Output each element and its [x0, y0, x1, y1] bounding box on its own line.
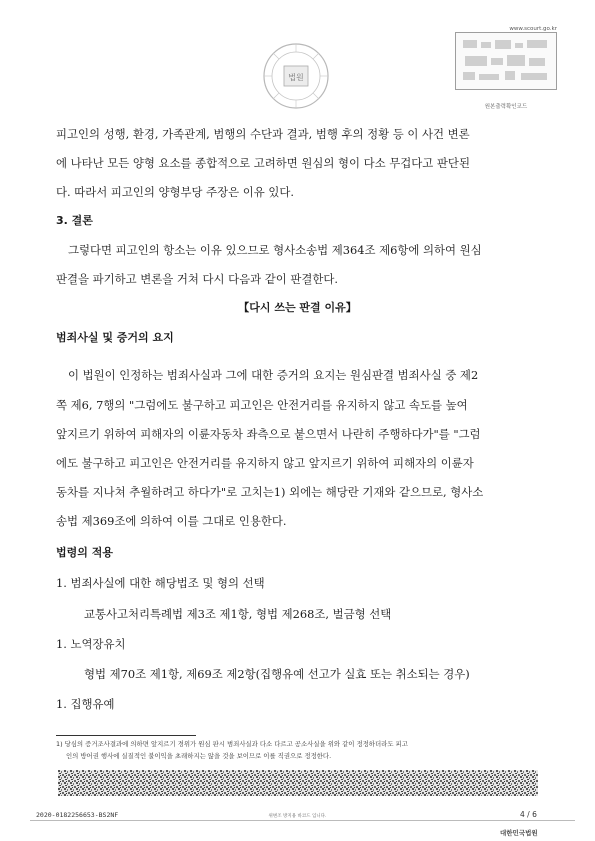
body-line-1: 피고인의 성행, 환경, 가족관계, 범행의 수단과 결과, 범행 후의 정황 등 이 사건 변론	[56, 127, 470, 141]
footnote-line-1: 1) 당심의 증거조사결과에 의하면 앞지르기 경위가 원심 판시 범죄사실과 다소 다르고 공소사실을 위와 같이 정정하더라도 피고	[56, 740, 408, 748]
conclusion-line-2: 판결을 파기하고 변론을 거쳐 다시 다음과 같이 판결한다.	[56, 272, 339, 286]
anti-forgery-barcode	[58, 770, 538, 796]
facts-line-3: 앞지르기 위하여 피해자의 이륜자동차 좌측으로 붙으면서 나란히 주행하다가"를 "그럼	[56, 427, 481, 441]
footnote-divider	[56, 735, 196, 736]
barcode-note: 위변조 방지용 바코드 입니다.	[268, 814, 327, 819]
facts-line-4: 에도 불구하고 피고인은 안전거리를 유지하지 않고 앞지르기 위하여 피해자의 이륜자	[56, 456, 474, 470]
footnote-line-2: 인의 방어권 행사에 실질적인 불이익을 초래하지는 않을 것을 보이므로 이를 직권으로 정정한다.	[66, 752, 332, 760]
section-3-title: 3. 결론	[56, 214, 93, 227]
rewrite-title: 【다시 쓰는 판결 이유】	[238, 301, 357, 314]
facts-title: 범죄사실 및 증거의 요지	[56, 331, 174, 344]
page-number: 4 / 6	[520, 810, 537, 819]
document-code: 2020-0182256653-BS2NF	[36, 811, 119, 819]
facts-line-2: 쪽 제6, 7행의 "그럼에도 불구하고 피고인은 안전거리를 유지하지 않고 속도를 높여	[56, 398, 468, 412]
conclusion-line-1: 그렇다면 피고인의 항소는 이유 있으므로 형사소송법 제364조 제6항에 의하여 원심	[68, 243, 482, 257]
court-name: 대한민국법원	[500, 829, 538, 837]
facts-line-1: 이 법원이 인정하는 범죄사실과 그에 대한 증거의 요지는 원심판결 범죄사실 중 제2	[68, 368, 479, 382]
verification-code-graphic	[455, 28, 557, 90]
law-item-1: 1. 범죄사실에 대한 해당법조 및 형의 선택	[56, 576, 265, 590]
footer-divider	[30, 820, 575, 821]
court-seal-emblem	[262, 42, 330, 110]
site-url: www.scourt.go.kr	[509, 26, 557, 32]
verification-code-caption: 원본출력확인코드	[484, 104, 528, 110]
law-item-2-detail: 형법 제70조 제1항, 제69조 제2항(집행유예 선고가 실효 또는 취소되는 경우)	[84, 667, 470, 681]
seal-text: 법원	[288, 73, 304, 82]
body-line-3: 다. 따라서 피고인의 양형부당 주장은 이유 있다.	[56, 185, 295, 199]
law-title: 법령의 적용	[56, 546, 113, 559]
law-item-1-detail: 교통사고처리특례법 제3조 제1항, 형법 제268조, 벌금형 선택	[84, 607, 392, 621]
facts-line-5: 동차를 지나쳐 추월하려고 하다가"로 고치는1) 외에는 해당란 기재와 같으므로, 형사소	[56, 485, 484, 499]
body-line-2: 에 나타난 모든 양형 요소를 종합적으로 고려하면 원심의 형이 다소 무겁다고 판단된	[56, 156, 470, 170]
facts-line-6: 송법 제369조에 의하여 이를 그대로 인용한다.	[56, 514, 287, 528]
law-item-3: 1. 집행유예	[56, 697, 115, 711]
law-item-2: 1. 노역장유치	[56, 637, 126, 651]
